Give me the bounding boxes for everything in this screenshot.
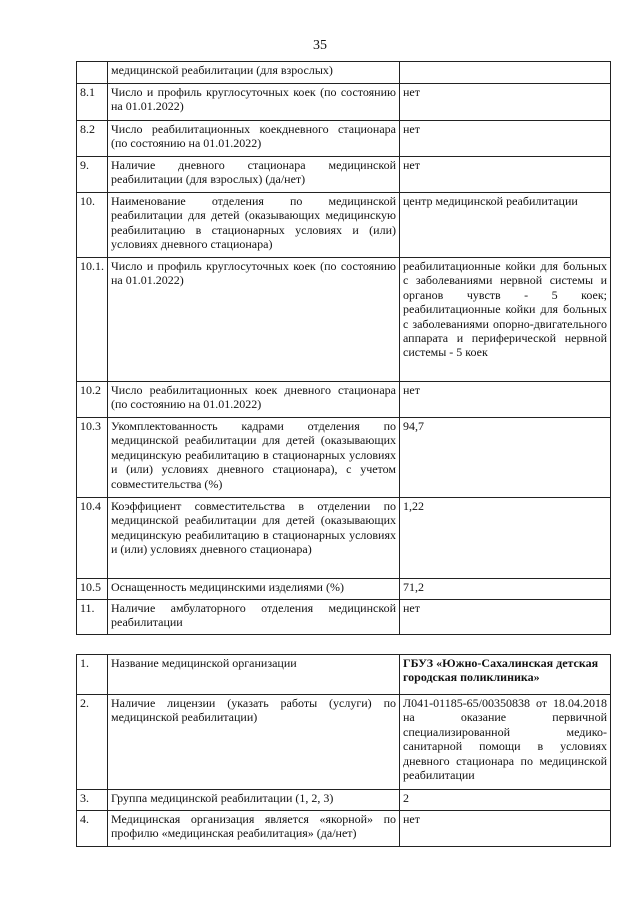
row-number: 9. <box>77 157 108 193</box>
row-description: Наличие амбулаторного отделения медицинской реабилитации <box>108 600 400 635</box>
table-row <box>77 579 611 600</box>
row-number: 8.2 <box>77 121 108 157</box>
row-description: Укомплектованность кадрами отделения по медицинской реабилитации для детей (оказывающих медицинскую реабилитацию в стационарных условиях и (или) условиях дневного стационара), с учетом совместительства (%) <box>108 418 400 498</box>
table-row <box>77 498 611 579</box>
row-number: 10.5 <box>77 579 108 600</box>
organization-name: ГБУЗ «Южно-Сахалинская детская городская поликлиника» <box>400 655 611 695</box>
rehab-info-table <box>76 61 611 635</box>
row-value: реабилитационные койки для больных с заболеваниями нервной системы и органов чувств - 5 коек; реабилитационные койки для больных с заболеваниями опорно-двигательного аппарата и периферической нервной системы - 5 коек <box>400 258 611 382</box>
table-row <box>77 600 611 635</box>
table-row <box>77 121 611 157</box>
row-description: Число реабилитационных коек дневного стационара (по состоянию на 01.01.2022) <box>108 382 400 418</box>
row-description: Число и профиль круглосуточных коек (по состоянию на 01.01.2022) <box>108 258 400 382</box>
table-row <box>77 790 611 811</box>
row-value: нет <box>400 600 611 635</box>
row-number: 10. <box>77 193 108 258</box>
row-value: нет <box>400 121 611 157</box>
table-row <box>77 193 611 258</box>
row-value: 2 <box>400 790 611 811</box>
row-description: Коэффициент совместительства в отделении по медицинской реабилитации для детей (оказывающих медицинскую реабилитацию в стационарных условиях и (или) условиях дневного стационара) <box>108 498 400 579</box>
row-number: 10.3 <box>77 418 108 498</box>
row-value: нет <box>400 382 611 418</box>
row-description: Число реабилитационных коекдневного стационара (по состоянию на 01.01.2022) <box>108 121 400 157</box>
table-row <box>77 382 611 418</box>
row-value: центр медицинской реабилитации <box>400 193 611 258</box>
row-value: Л041-01185-65/00350838 от 18.04.2018 на оказание первичной специализированной медико-санитарной помощи в условиях дневного стационара по медицинской реабилитации <box>400 695 611 790</box>
table-row <box>77 62 611 84</box>
row-number: 10.4 <box>77 498 108 579</box>
row-description: Группа медицинской реабилитации (1, 2, 3) <box>108 790 400 811</box>
table-row <box>77 157 611 193</box>
row-value: 94,7 <box>400 418 611 498</box>
row-description: Медицинская организация является «якорной» по профилю «медицинская реабилитация» (да/нет) <box>108 811 400 847</box>
row-description: Наименование отделения по медицинской реабилитации для детей (оказывающих медицинскую реабилитацию в стационарных условиях и (или) условиях дневного стационара) <box>108 193 400 258</box>
row-number: 2. <box>77 695 108 790</box>
row-description: Наличие лицензии (указать работы (услуги) по медицинской реабилитации) <box>108 695 400 790</box>
table-row <box>77 811 611 847</box>
table-row <box>77 655 611 695</box>
page-number: 35 <box>313 38 327 53</box>
row-value: 71,2 <box>400 579 611 600</box>
row-number: 10.1. <box>77 258 108 382</box>
row-description: медицинской реабилитации (для взрослых) <box>108 62 400 84</box>
row-description: Число и профиль круглосуточных коек (по состоянию на 01.01.2022) <box>108 84 400 121</box>
row-value: нет <box>400 157 611 193</box>
table-row <box>77 695 611 790</box>
row-value: нет <box>400 811 611 847</box>
row-description: Наличие дневного стационара медицинской реабилитации (для взрослых) (да/нет) <box>108 157 400 193</box>
organization-info-table <box>76 654 611 847</box>
table-row <box>77 418 611 498</box>
row-description: Оснащенность медицинскими изделиями (%) <box>108 579 400 600</box>
row-number: 8.1 <box>77 84 108 121</box>
row-description: Название медицинской организации <box>108 655 400 695</box>
row-number: 1. <box>77 655 108 695</box>
row-number <box>77 62 108 84</box>
row-value <box>400 62 611 84</box>
row-number: 11. <box>77 600 108 635</box>
table-row <box>77 84 611 121</box>
row-value: нет <box>400 84 611 121</box>
row-value: 1,22 <box>400 498 611 579</box>
table-row <box>77 258 611 382</box>
row-number: 3. <box>77 790 108 811</box>
row-number: 10.2 <box>77 382 108 418</box>
row-number: 4. <box>77 811 108 847</box>
